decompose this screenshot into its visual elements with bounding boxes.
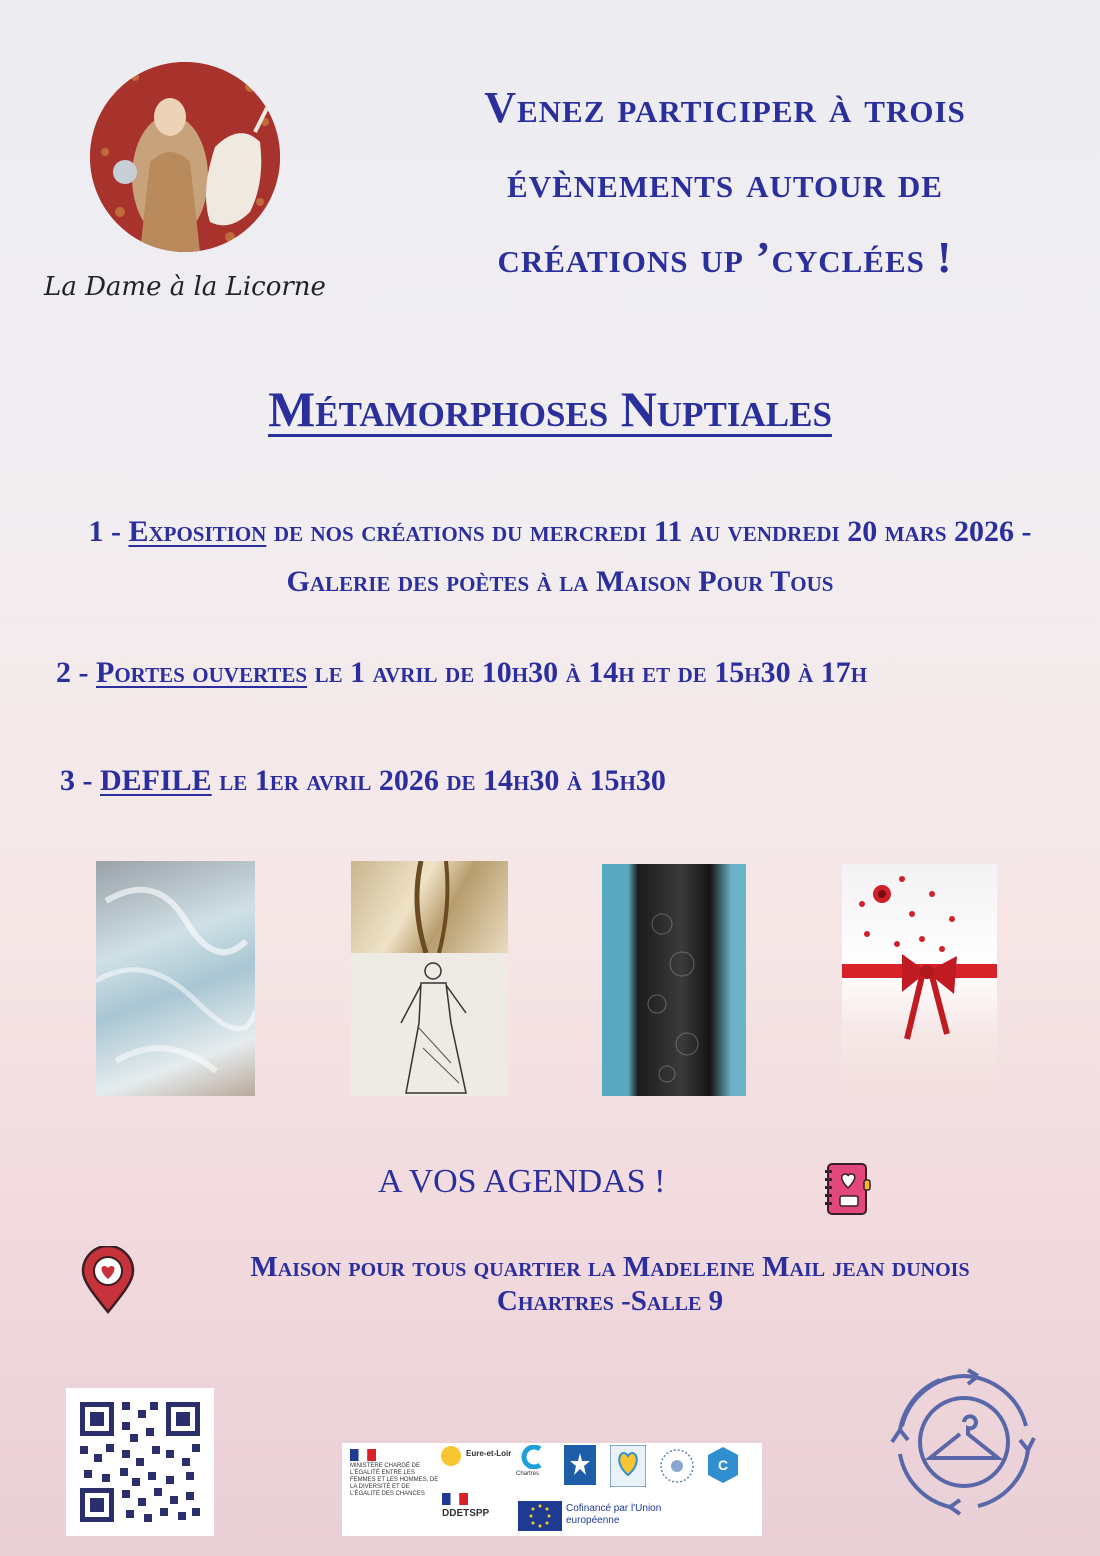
partner-logos-strip (342, 1443, 762, 1536)
event-3-number: 3 - (60, 764, 100, 797)
eure-et-loir-logo (440, 1445, 462, 1467)
chartres-label: Chartres (516, 1471, 540, 1477)
header-line-3: créations up ’cyclées ! (497, 233, 953, 282)
ministry-label: MINISTÈRE CHARGÉ DE L'ÉGALITÉ ENTRE LES FEMMES ET LES HOMMES, DE LA DIVERSITÉ ET DE L'ÉGALITÉ DES CHANCES (350, 1463, 439, 1497)
address-line-1: Maison pour tous quartier la Madeleine Mail jean dunois (250, 1251, 970, 1283)
eu-flag-icon (518, 1501, 562, 1531)
header-line-1: Venez participer à trois (484, 83, 966, 132)
eure-et-loir-label: Eure-et-Loir (466, 1449, 512, 1458)
event-2-number: 2 - (56, 656, 96, 689)
region-heart-logo (610, 1445, 646, 1487)
photo-tulle-veil (96, 861, 255, 1096)
ddetspp-label: DDETSPP (442, 1508, 490, 1519)
event-portes-ouvertes (56, 648, 1096, 698)
photo-fabric-sketch (351, 861, 508, 1096)
event-2-link[interactable]: Portes ouvertes (96, 656, 308, 689)
header-invitation (380, 70, 1070, 295)
lady-unicorn-illustration (90, 62, 280, 252)
address-line-2: Chartres -Salle 9 (496, 1285, 724, 1317)
logo-text: La Dame à la Licorne (44, 272, 326, 302)
lace-pattern (602, 864, 746, 1096)
header-line-2: évènements autour de (507, 158, 943, 207)
main-title (0, 380, 1100, 438)
caf-logo (564, 1445, 596, 1485)
french-flag-icon (350, 1449, 376, 1461)
event-address (180, 1250, 1040, 1318)
event-3-text: le 1er avril 2026 de 14h30 à 15h30 (211, 764, 666, 797)
french-flag-icon-2 (442, 1493, 468, 1505)
chartres-agglo-logo (706, 1445, 740, 1485)
event-1-number: 1 - (88, 515, 129, 548)
dress-illustration (842, 864, 997, 1100)
qr-code[interactable] (66, 1388, 214, 1536)
event-3-link[interactable]: DEFILE (100, 764, 212, 797)
recycle-hanger-icon (888, 1366, 1040, 1518)
photo-black-lace (602, 864, 746, 1096)
golden-fabric (351, 861, 508, 953)
dress-sketch (351, 953, 508, 1096)
map-pin-icon (80, 1246, 136, 1314)
event-defile (60, 756, 1100, 806)
main-title-text: Métamorphoses Nuptiales (268, 381, 832, 437)
svg-text:C: C (717, 1457, 729, 1473)
photo-white-dress-red-bow (842, 864, 997, 1100)
agenda-icon (824, 1162, 872, 1216)
event-1-link[interactable]: Exposition (128, 515, 267, 548)
chartres-metropole-logo (520, 1445, 546, 1469)
tulle-texture (96, 861, 255, 1096)
city-emblem-logo (658, 1447, 696, 1485)
event-exposition (40, 507, 1080, 607)
event-1-text: de nos créations du mercredi 11 au vendredi 20 mars 2026 - Galerie des poètes à la Maison Pour Tous (266, 515, 1032, 598)
event-2-text: le 1 avril de 10h30 à 14h et de 15h30 à 17h (307, 656, 868, 689)
agenda-reminder: A VOS AGENDAS ! (378, 1163, 666, 1200)
cofinance-label: Cofinancé par l'Union européenne (566, 1503, 662, 1526)
logo-medallion (90, 62, 280, 252)
